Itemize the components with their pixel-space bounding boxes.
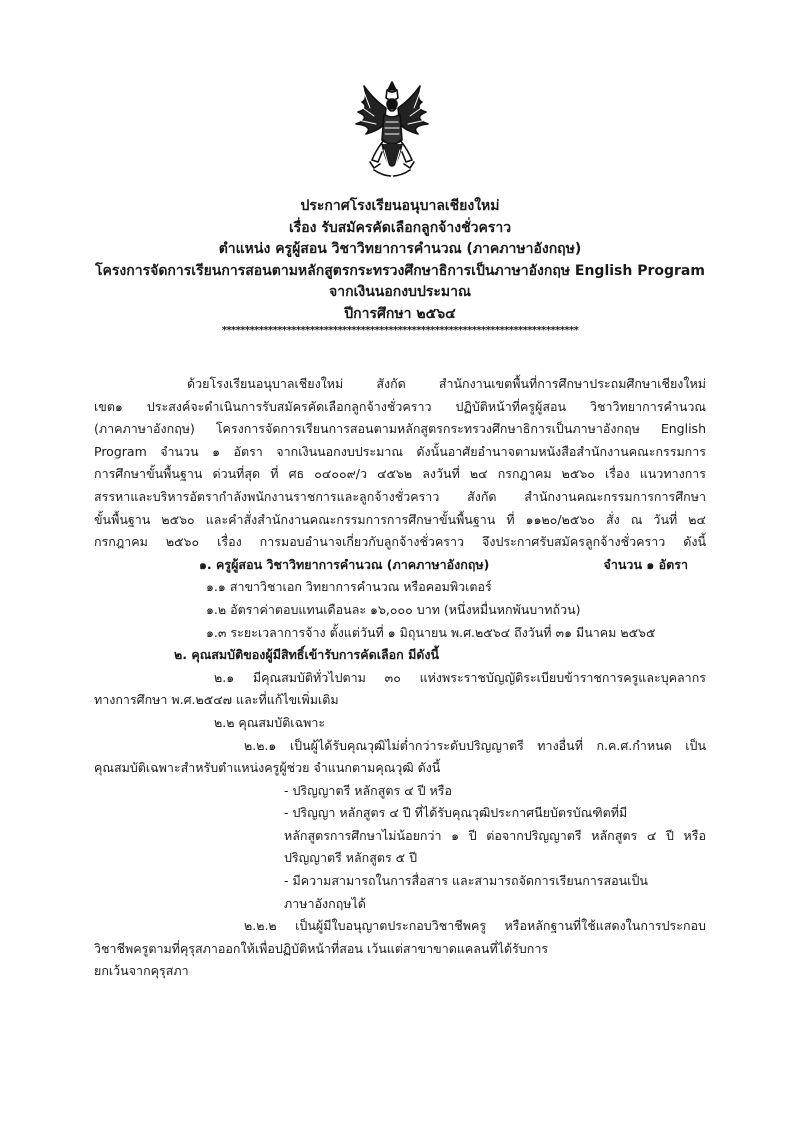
section-2-1-line: ทางการศึกษา พ.ศ.๒๕๔๗ และที่แก้ไขเพิ่มเติม [94, 692, 339, 708]
section-2-1 [94, 667, 706, 712]
header-line-3: ตำแหน่ง ครูผู้สอน วิชาวิทยาการคำนวณ (ภาคภาษาอังกฤษ) [218, 241, 582, 257]
header-line-5: จากเงินนอกงบประมาณ [329, 284, 471, 300]
section-1-item: ๑.๓ ระยะเวลาการจ้าง ตั้งแต่วันที่ ๑ มิถุนายน พ.ศ.๒๕๖๔ ถึงวันที่ ๓๑ มีนาคม ๒๕๖๕ [206, 624, 656, 640]
intro-paragraph [94, 373, 706, 554]
header-line-2: เรื่อง รับสมัครคัดเลือกลูกจ้างชั่วคราว [288, 219, 512, 236]
header-line-1: ประกาศโรงเรียนอนุบาลเชียงใหม่ [300, 198, 500, 214]
section-1-count: จำนวน ๑ อัตรา [603, 556, 688, 572]
qualification-line: - ปริญญา หลักสูตร ๔ ปี ที่ได้รับคุณวุฒิประกาศนียบัตรบัณฑิตที่มี [284, 805, 628, 821]
header-separator: ***************************************************************************** [221, 325, 579, 336]
qualification-line: ปริญญาตรี หลักสูตร ๕ ปี [284, 850, 418, 866]
section-2-2-1 [94, 735, 706, 780]
section-2-2-2-line: ๒.๒.๒ เป็นผู้มีใบอนุญาตประกอบวิชาชีพครู หรือหลักฐานที่ใช้แสดงในการประกอบ [244, 918, 706, 934]
qualification-line: - มีความสามารถในการสื่อสาร และสามารถจัดการเรียนการสอนเป็น [284, 873, 648, 889]
section-2-2-2 [94, 915, 706, 983]
intro-line: เขต๑ ประสงค์จะดำเนินการรับสมัครคัดเลือกลูกจ้างชั่วคราว ปฏิบัติหน้าที่ครูผู้สอน วิชาวิทยาการคำนวณ [94, 398, 706, 414]
intro-line: กรกฎาคม ๒๕๖๐ เรื่อง การมอบอำนาจเกี่ยวกับลูกจ้างชั่วคราว จึงประกาศรับสมัครลูกจ้างชั่วคราว ดังนี้ [94, 534, 706, 550]
section-2-2-1-line: คุณสมบัติเฉพาะสำหรับตำแหน่งครูผู้ช่วย จำแนกตามคุณวุฒิ ดังนี้ [94, 760, 441, 776]
intro-line: การศึกษาขั้นพื้นฐาน ด่วนที่สุด ที่ ศธ ๐๔๐๐๙/ว ๔๕๖๒ ลงวันที่ ๒๔ กรกฎาคม ๒๕๖๐ เรื่อง แนวทางการ [94, 466, 706, 482]
qualification-line: หลักสูตรการศึกษาไม่น้อยกว่า ๑ ปี ต่อจากปริญญาตรี หลักสูตร ๔ ปี หรือ [284, 827, 706, 843]
intro-line: (ภาคภาษาอังกฤษ) โครงการจัดการเรียนการสอนตามหลักสูตรกระทรวงศึกษาธิการเป็นภาษาอังกฤษ English [94, 421, 706, 437]
section-2-title: ๒. คุณสมบัติของผู้มีสิทธิ์เข้ารับการคัดเลือก มีดังนี้ [174, 647, 440, 663]
qualification-item: - ปริญญาตรี หลักสูตร ๔ ปี หรือ [284, 782, 452, 798]
section-2-2-1-line: ๒.๒.๑ เป็นผู้ได้รับคุณวุฒิไม่ต่ำกว่าระดับปริญญาตรี ทางอื่นที่ ก.ค.ศ.กำหนด เป็น [244, 737, 706, 753]
section-2-2-title: ๒.๒ คุณสมบัติเฉพาะ [214, 714, 326, 730]
intro-line: สรรหาและบริหารอัตรากำลังพนักงานราชการและลูกจ้างชั่วคราว สังกัด สำนักงานคณะกรรมการการศึกษา [94, 488, 706, 504]
header-line-6: ปีการศึกษา ๒๕๖๔ [344, 305, 456, 322]
intro-line: ด้วยโรงเรียนอนุบาลเชียงใหม่ สังกัด สำนักงานเขตพื้นที่การศึกษาประถมศึกษาเชียงใหม่ [187, 376, 706, 391]
qualification-item [94, 802, 706, 870]
qualification-item [94, 870, 706, 915]
section-1-title: ๑. ครูผู้สอน วิชาวิทยาการคำนวณ (ภาคภาษาอังกฤษ) [199, 556, 490, 572]
garuda-emblem-icon [344, 78, 440, 190]
intro-line: Program จำนวน ๑ อัตรา จากเงินนอกงบประมาณ ดังนั้นอาศัยอำนาจตามหนังสือสำนักงานคณะกรรมการ [94, 443, 706, 459]
qualification-line: ภาษาอังกฤษได้ [284, 895, 366, 911]
section-2-2-2-line: ยกเว้นจากคุรุสภา [94, 963, 189, 979]
intro-line: ขั้นพื้นฐาน ๒๕๖๐ และคำสั่งสำนักงานคณะกรรมการการศึกษาขั้นพื้นฐาน ที่ ๑๑๒๐/๒๕๖๐ สั่ง ณ วันที่ ๒๔ [94, 511, 706, 527]
section-2-2-2-line: วิชาชีพครูตามที่คุรุสภาออกให้เพื่อปฏิบัติหน้าที่สอน เว้นแต่สาขาขาดแคลนที่ได้รับการ [94, 940, 549, 956]
header-line-4: โครงการจัดการเรียนการสอนตามหลักสูตรกระทรวงศึกษาธิการเป็นภาษาอังกฤษ English Program [95, 262, 705, 279]
section-1-heading [94, 554, 706, 577]
document-body [94, 373, 706, 983]
section-2-1-line: ๒.๑ มีคุณสมบัติทั่วไปตาม ๓๐ แห่งพระราชบัญญัติระเบียบข้าราชการครูและบุคลากร [214, 669, 706, 685]
announcement-header [0, 196, 800, 337]
section-1-item: ๑.๑ สาขาวิชาเอก วิทยาการคำนวณ หรือคอมพิวเตอร์ [206, 579, 492, 595]
section-1-item: ๑.๒ อัตราค่าตอบแทนเดือนละ ๑๖,๐๐๐ บาท (หนึ่งหมื่นหกพันบาทถ้วน) [206, 601, 581, 617]
